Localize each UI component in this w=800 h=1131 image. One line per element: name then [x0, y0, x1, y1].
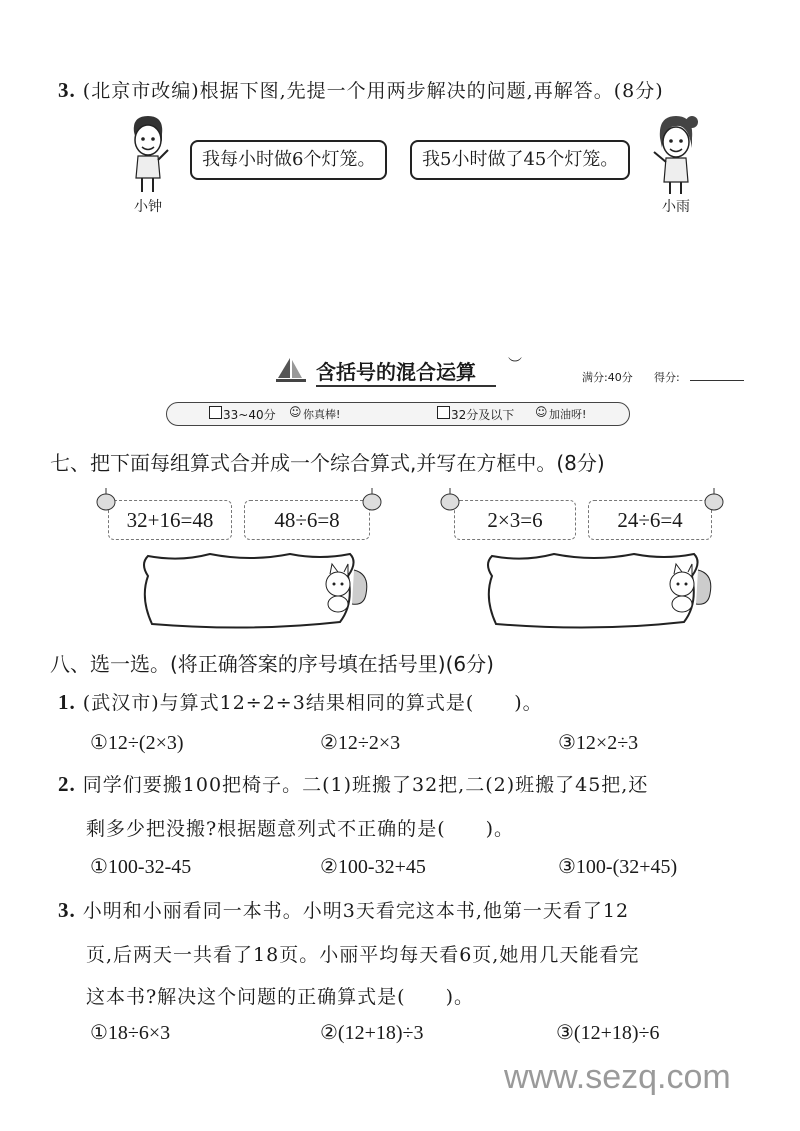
boy-icon — [122, 112, 172, 194]
score-blank[interactable] — [690, 380, 744, 381]
acorn-icon — [360, 486, 384, 512]
option-2[interactable]: ②100-32+45 — [320, 856, 426, 878]
equation-box: 24÷6=4 — [588, 500, 712, 540]
speech-bubble-right: 我5小时做了45个灯笼。 — [410, 140, 630, 180]
cheer-icon: ☺ — [535, 405, 548, 419]
choice-question-3 — [58, 896, 629, 923]
speech-bubble-left: 我每小时做6个灯笼。 — [190, 140, 387, 180]
checkbox-33-40[interactable] — [209, 406, 222, 419]
question-3-top — [58, 76, 664, 103]
question-number: 3. — [58, 78, 76, 102]
score-band — [166, 402, 630, 426]
choice-question-1 — [58, 688, 543, 715]
question-line: 页,后两天一共看了18页。小丽平均每天看6页,她用几天能看完 — [86, 944, 640, 966]
watermark: www.sezq.com — [504, 1058, 731, 1096]
bird-icon: ︶ — [508, 357, 522, 373]
question-line: 剩多少把没搬?根据题意列式不正确的是( )。 — [86, 818, 515, 840]
option-2[interactable]: ②12÷2×3 — [320, 732, 401, 754]
question-number: 3. — [58, 898, 76, 922]
option-1[interactable]: ①12÷(2×3) — [90, 732, 184, 754]
equation-box: 2×3=6 — [454, 500, 576, 540]
question-line: 这本书?解决这个问题的正确算式是( )。 — [86, 986, 475, 1008]
score-label: 得分: — [654, 371, 680, 384]
squirrel-icon — [318, 560, 370, 616]
choice-question-2 — [58, 770, 648, 797]
equation-box: 48÷6=8 — [244, 500, 370, 540]
option-3[interactable]: ③12×2÷3 — [558, 732, 639, 754]
acorn-icon — [702, 486, 726, 512]
question-text: (北京市改编)根据下图,先提一个用两步解决的问题,再解答。(8分) — [82, 80, 664, 102]
option2-praise: 加油呀! — [549, 408, 587, 421]
option1-praise: 你真棒! — [303, 408, 341, 421]
character-name-xiaoyu: 小雨 — [662, 199, 690, 215]
character-name-xiaozhong: 小钟 — [134, 199, 162, 215]
option-2[interactable]: ②(12+18)÷3 — [320, 1022, 424, 1044]
question-line: 小明和小丽看同一本书。小明3天看完这本书,他第一天看了12 — [82, 900, 630, 922]
squirrel-icon — [662, 560, 714, 616]
acorn-icon — [94, 486, 118, 512]
smile-icon: ☺ — [289, 405, 302, 419]
option-1[interactable]: ①18÷6×3 — [90, 1022, 171, 1044]
option-3[interactable]: ③100-(32+45) — [558, 856, 678, 878]
full-score: 满分:40分 — [582, 371, 633, 384]
option-1[interactable]: ①100-32-45 — [90, 856, 192, 878]
sailboat-icon — [274, 356, 308, 384]
question-line: 同学们要搬100把椅子。二(1)班搬了32把,二(2)班搬了45把,还 — [82, 774, 649, 796]
girl-icon — [648, 112, 704, 196]
equation-box: 32+16=48 — [108, 500, 232, 540]
part7-heading: 七、把下面每组算式合并成一个综合算式,并写在方框中。(8分) — [50, 451, 605, 475]
option1-label: 33~40分 — [223, 408, 276, 422]
section-title: 含括号的混合运算 — [316, 356, 496, 387]
question-line: (武汉市)与算式12÷2÷3结果相同的算式是( )。 — [82, 692, 543, 714]
option2-label: 32分及以下 — [451, 408, 515, 422]
question-number: 2. — [58, 772, 76, 796]
acorn-icon — [438, 486, 462, 512]
checkbox-32-below[interactable] — [437, 406, 450, 419]
question-number: 1. — [58, 690, 76, 714]
part8-heading: 八、选一选。(将正确答案的序号填在括号里)(6分) — [50, 652, 494, 676]
option-3[interactable]: ③(12+18)÷6 — [556, 1022, 660, 1044]
